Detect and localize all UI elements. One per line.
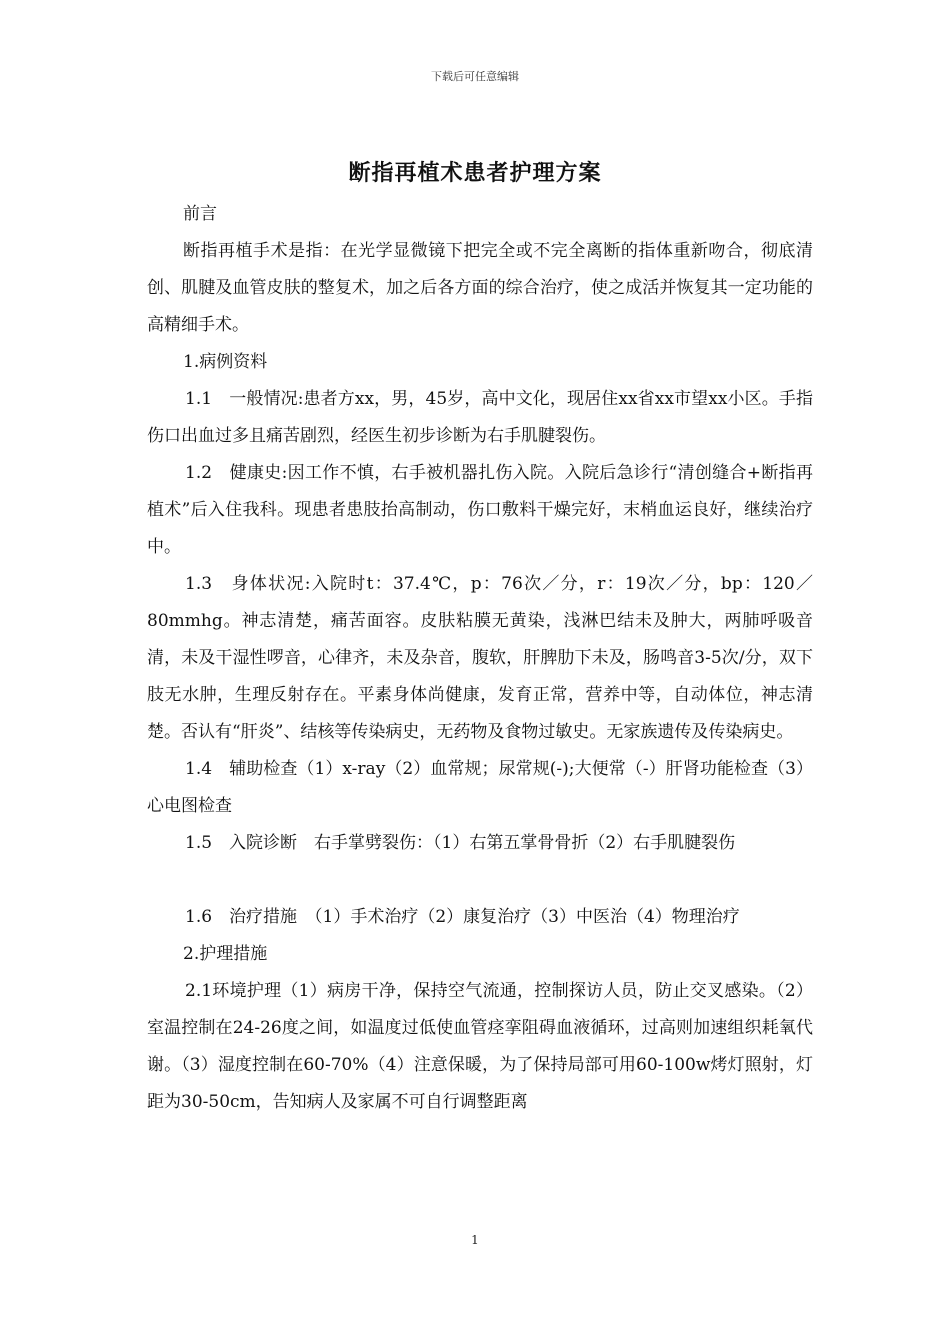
- page-header: 下载后可任意编辑: [431, 70, 519, 83]
- paragraph-preface: 断指再植手术是指：在光学显微镜下把完全或不完全离断的指体重新吻合，彻底清创、肌腱及血管皮肤的整复术，加之后各方面的综合治疗，使之成活并恢复其一定功能的高精细手术。: [147, 241, 813, 335]
- paragraph-physical-status: 1.3 身体状况:入院时t：37.4℃，p：76次／分，r：19次／分，bp：120／80mmhg。神志清楚，痛苦面容。皮肤粘膜无黄染，浅淋巴结未及肿大，两肺呼吸音清，未及干湿性啰音，心律齐，未及杂音，腹软，肝脾肋下未及，肠鸣音3-5次/分，双下肢无水肿，生理反射存在。平素身体尚健康，发育正常，营养中等，自动体位，神志清楚。否认有“肝炎”、结核等传染病史，无药物及食物过敏史。无家族遗传及传染病史。: [147, 574, 813, 742]
- paragraph-general-info: 1.1 一般情况:患者方xx，男，45岁，高中文化，现居住xx省xx市望xx小区。手指伤口出血过多且痛苦剧烈，经医生初步诊断为右手肌腱裂伤。: [147, 389, 813, 446]
- paragraph-auxiliary-exam: 1.4 辅助检查（1）x-ray（2）血常规；尿常规(-);大便常（-）肝肾功能检查（3）心电图检查: [147, 759, 813, 816]
- page-number: 1: [471, 1233, 479, 1247]
- paragraph-admission-diagnosis: 1.5 入院诊断 右手掌劈裂伤：（1）右第五掌骨骨折（2）右手肌腱裂伤: [185, 833, 736, 853]
- document-title: 断指再植术患者护理方案: [348, 160, 602, 186]
- section-heading-nursing: 2.护理措施: [183, 944, 268, 964]
- paragraph-environment-care: 2.1环境护理（1）病房干净，保持空气流通，控制探访人员，防止交叉感染。（2）室温控制在24-26度之间，如温度过低使血管痉挛阻碍血液循环，过高则加速组织耗氧代谢。（3）湿度控制在60-70%（4）注意保暖，为了保持局部可用60-100w烤灯照射，灯距为30-50cm，告知病人及家属不可自行调整距离: [147, 981, 813, 1112]
- paragraph-health-history: 1.2 健康史:因工作不慎，右手被机器扎伤入院。入院后急诊行“清创缝合+断指再植术”后入住我科。现患者患肢抬高制动，伤口敷料干燥完好，末梢血运良好，继续治疗中。: [147, 463, 813, 557]
- section-heading-case: 1.病例资料: [183, 352, 268, 372]
- paragraph-treatment: 1.6 治疗措施 （1）手术治疗（2）康复治疗（3）中医治（4）物理治疗: [185, 907, 740, 927]
- document-body: [147, 196, 813, 1121]
- paragraph-preface-heading: 前言: [183, 204, 217, 224]
